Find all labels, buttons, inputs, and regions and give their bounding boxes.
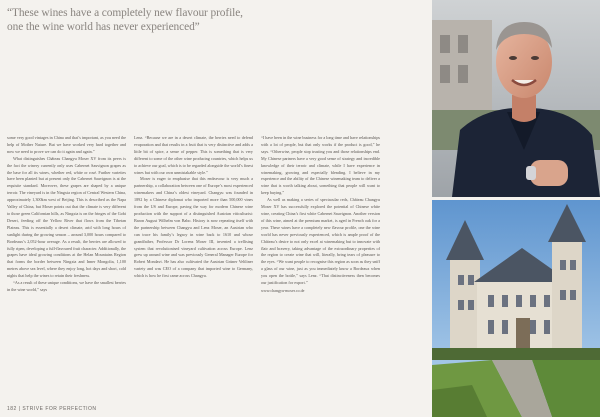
chateau-photo xyxy=(432,200,600,417)
portrait-photo xyxy=(432,0,600,197)
paragraph: Moser is eager to emphasise that this endeavour is very much a partnership, a collaboration between one of Europe’s most experienced winemakers and China’s oldest vineyard. Changyu was founded in 1892 by a Chinese diplomat who imported more than 500,000 vines from the US and Europe, paving the way for modern Chinese wine production with the support of a distinguished Austrian viticulturist: Baron August Wilhelm von Babo. History is now repeating itself with the partnership between Changyu and Lenz Moser, an Austrian who can trace his family’s legacy in wine back to 1610 and whose grandfather, Professor Dr Lorenz Moser III, invented a trellising system that revolutionised vineyard cultivation across Europe. Lenz grew up around wine and was previously General Manager Europe for Robert Mondavi. He has also cultivated the Austrian Grüner Veltliner variety and was CEO of a company that imported wine to Germany, which is how he first came across Changyu. xyxy=(134,176,253,279)
text-column-1 xyxy=(7,135,126,294)
paragraph: “As a result of these unique conditions, we have the smallest berries in the wine world,” says xyxy=(7,280,126,292)
paragraph: “I have been in the wine business for a long time and have relationships with a lot of people, but that only works if the product is good,” he says. “Otherwise, people stop trusting you and those relationships end. My Chinese partners have a very good sense of strategy and incredible knowledge of their terroir and climate, while I have experience in winemaking, growing and especially blending. I believe in my experience and the ability of the Chinese winemaking team to deliver a wine that is worth talking about, something that people will want to keep buying.” xyxy=(261,135,381,196)
paragraph: What distinguishes Château Changyu Moser XV from its peers is the fact the winery currently only uses Cabernet Sauvignon grapes as the base for all its wines, whether red, white or rosé. Further varieties have been planted but at present only the Cabernet Sauvignon is at the requisite standard. Moreover, these grapes are shaped by a unique terroir. The vineyard is in the Ningxia region of Central Western China, approximately 1,300km west of Beijing. This is described as the Napa Valley of China, but Moser points out that the climate is very different to those green Californian hills, as Ningxia is on the fringes of the Gobi Desert, feeding off the Yellow River that flows from the Tibetan Plateau. This is essentially a desert climate, arid with long hours of sunlight during the growing season – around 3,000 hours compared to Bordeaux’s 2,052-hour average. As a result, the berries are allowed to fully ripen, developing a full-flavoured fruit character. Additionally, the grapes have ideal growing conditions at the Helan Mountains Region that forms the border between Ningxia and Inner Mongolia, 1,100 metres above sea level, where they enjoy long, hot days and short, cold nights that help the wines to retain their freshness. xyxy=(7,155,126,279)
website-url: www.changyu-moser.co.de xyxy=(261,287,305,293)
page-footer: 182 | STRIVE FOR PERFECTION xyxy=(7,406,97,412)
text-column-2 xyxy=(134,135,253,280)
chateau-illustration xyxy=(432,200,600,417)
pull-quote: “These wines have a completely new flavour profile, one the wine world has never experienced” xyxy=(7,7,243,33)
paragraph: As well as making a series of spectacular reds, Château Changyu Moser XV has successfully explored the potential of Chinese white wine, creating China’s first white Cabernet Sauvignon. Another version of this wine, aimed at the premium market, is aged in French oak for a year. These wines have a completely new flavour profile, one the wine world has never previously experienced, which is ample proof of the Château’s desire to not only excel at winemaking but to innovate with flair and bravery, taking advantage of the extraordinary properties of the region to create wine that will, literally, bring tears of pleasure to the eyes. “We want people to recognise this region as soon as they sniff a glass of our wine, just as you immediately know a Bordeaux when you open the bottle,” says Lenz. “That distinctiveness then becomes our justification for export.” xyxy=(261,197,380,286)
text-column-3 xyxy=(261,135,380,295)
paragraph: Lenz. “Because we are in a desert climate, the berries need to defend evaporation and that results in a fruit that is very distinctive and adds a little bit of spice, a sense of pepper. This is something that is very different to some of the other wine producing countries, which helps us to achieve our goal, which is to be regarded alongside the world’s finest wines but with our own unmistakable style.” xyxy=(134,135,254,175)
paragraph: some very good vintages in China and that’s important, as you need the help of Mother Nature. But we have worked very hard together and now we need to prove we can do it again and again.” xyxy=(7,135,126,154)
portrait-illustration xyxy=(432,0,600,197)
